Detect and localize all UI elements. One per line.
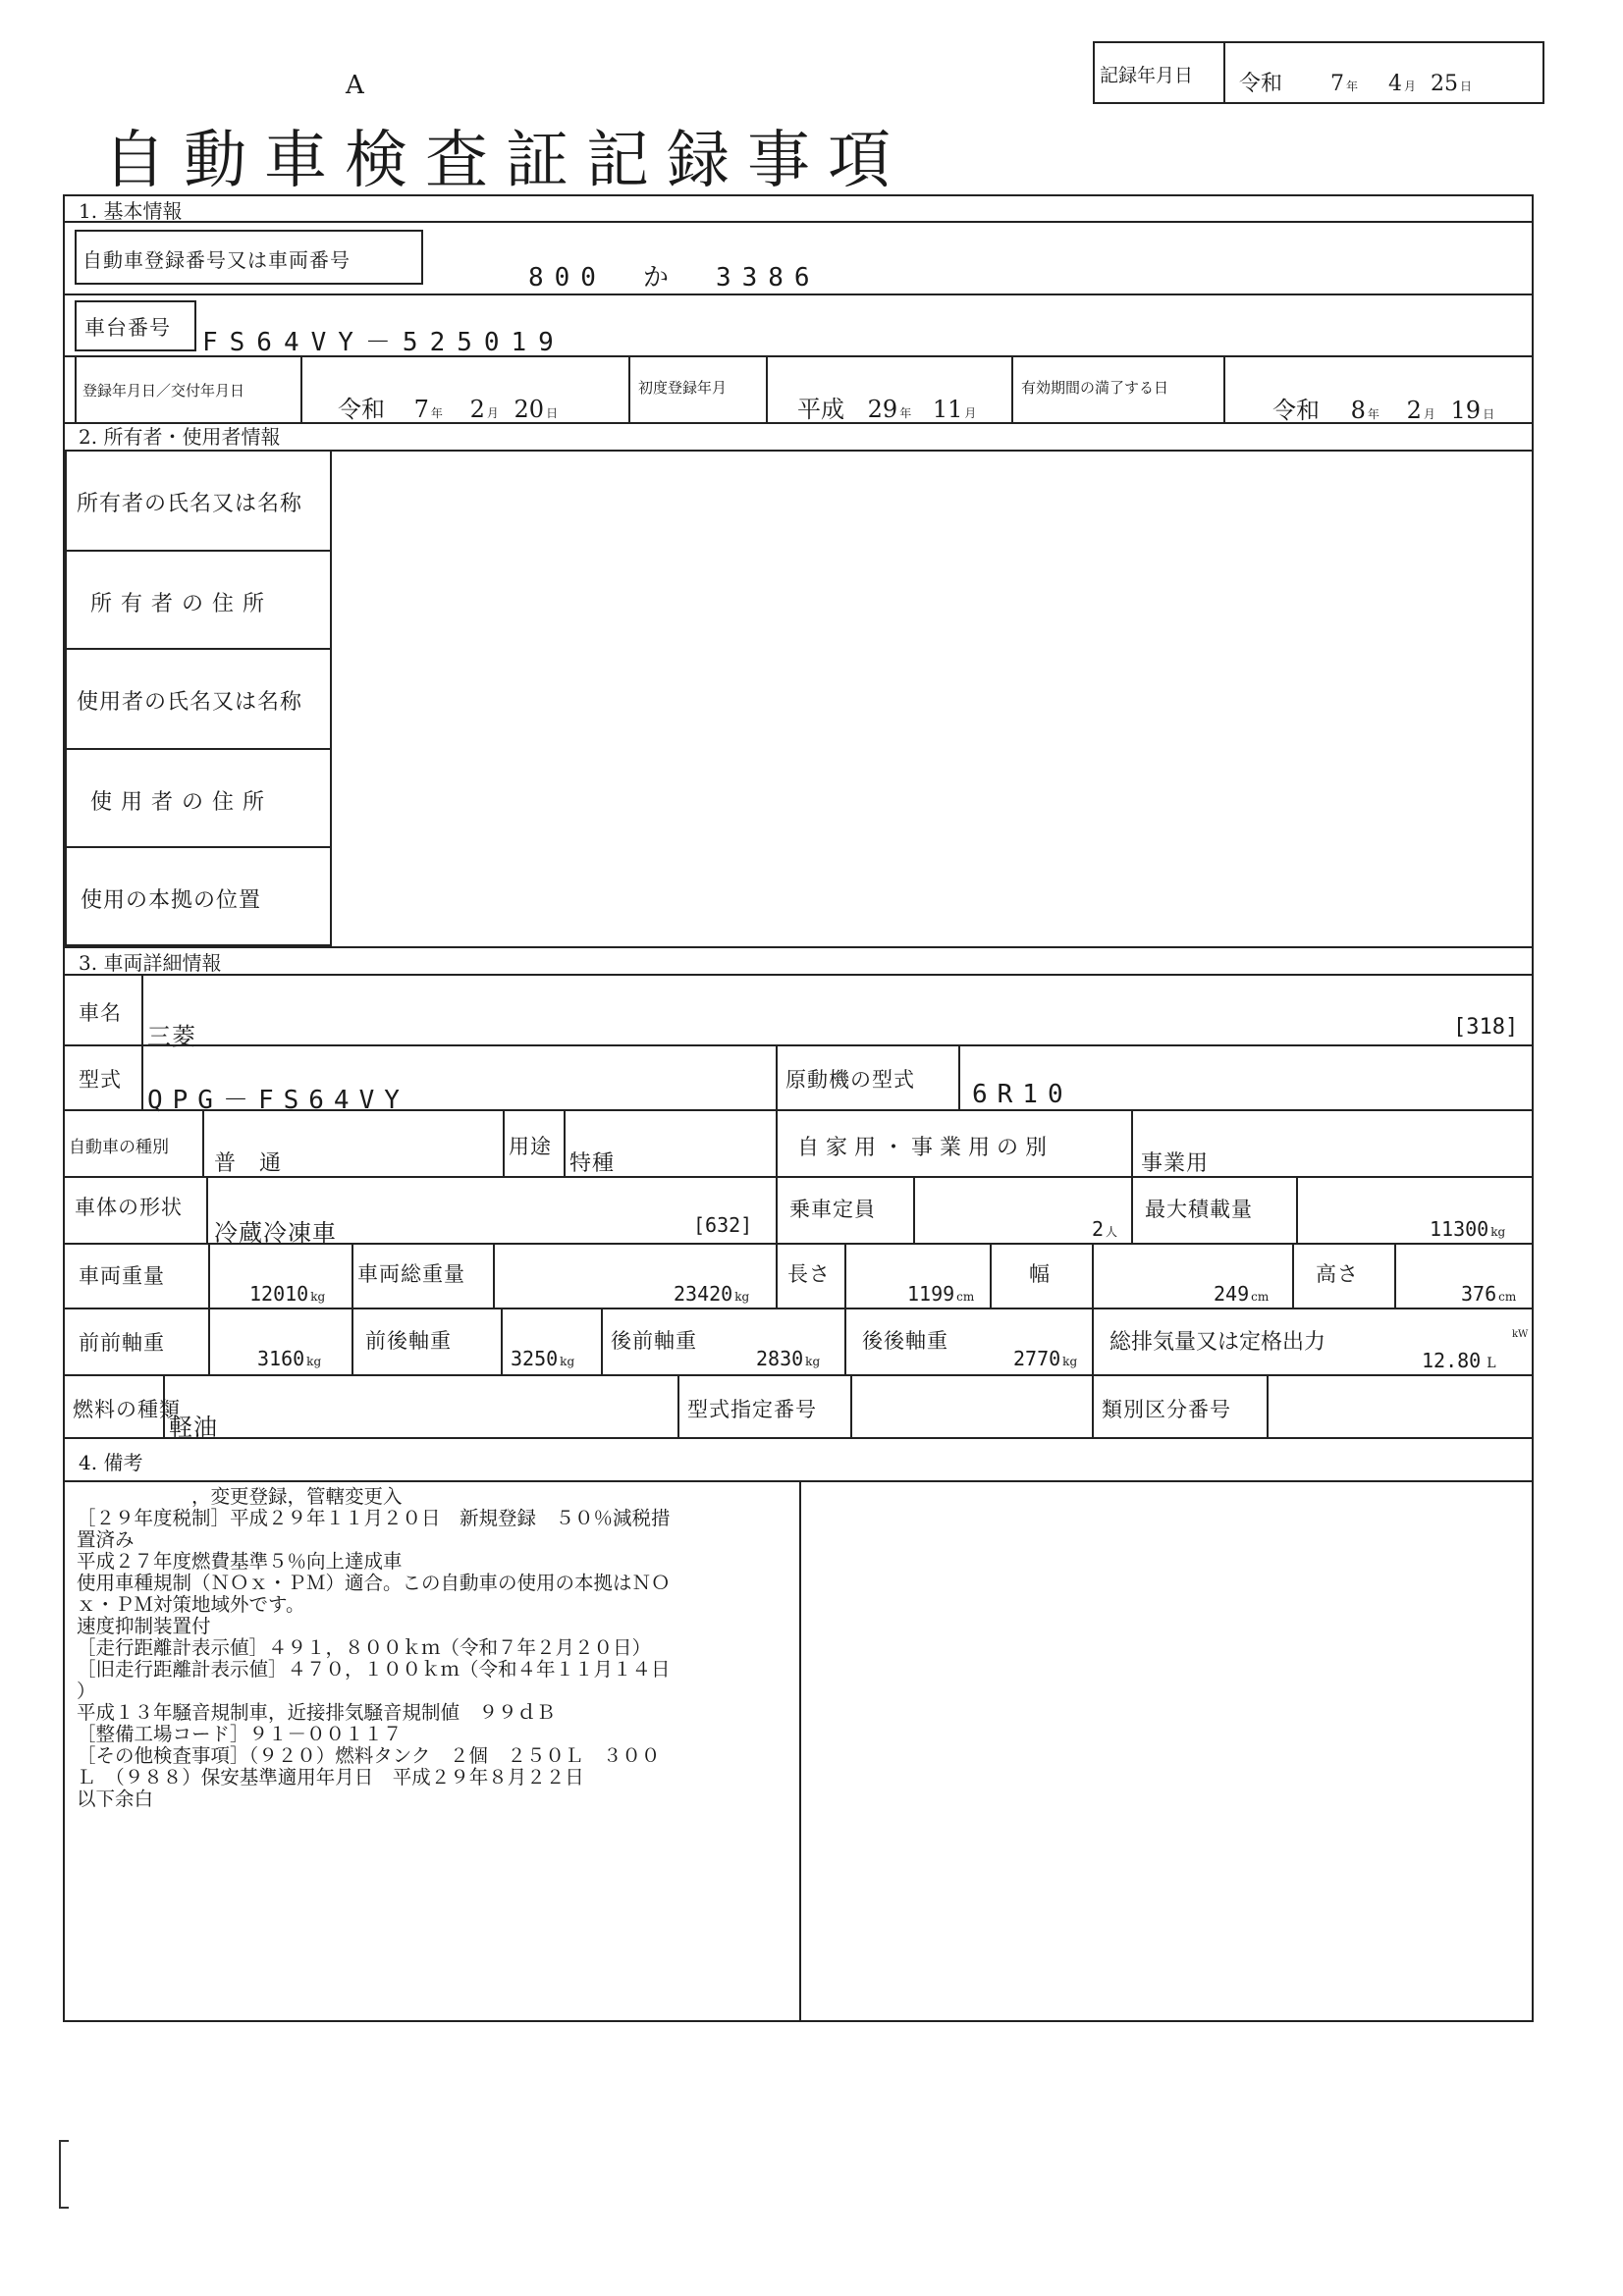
capacity-value: 2 人	[1092, 1217, 1118, 1241]
base-location-label: 使用の本拠の位置	[81, 888, 262, 913]
first-reg-label: 初度登録年月	[638, 379, 728, 397]
remarks-line: ［走行距離計表示値］４９１，８００ｋｍ（令和７年２月２０日）	[77, 1636, 652, 1659]
reg-number-label: 自動車登録番号又は車両番号	[82, 248, 351, 272]
remarks-line: ）	[77, 1680, 96, 1702]
purpose-label: 用途	[509, 1135, 552, 1158]
body-value: 冷蔵冷凍車	[214, 1219, 337, 1247]
model-value: QPG－FS64VY	[147, 1086, 409, 1115]
remarks-line: ［旧走行距離計表示値］４７０，１００ｋｍ（令和４年１１月１４日	[77, 1658, 671, 1681]
remarks-line: ［その他検査事項］（９２０）燃料タンク ２個 ２５０Ｌ ３００	[77, 1744, 661, 1767]
model-label: 型式	[79, 1068, 122, 1092]
height-value: 376 cm	[1461, 1282, 1517, 1306]
maker-label: 車名	[79, 1001, 122, 1025]
rf-axle-label: 後前軸重	[611, 1329, 697, 1353]
type-designation-label: 型式指定番号	[687, 1398, 817, 1421]
remarks-line: 平成１３年騒音規制車，近接排気騒音規制値 ９９ｄＢ	[77, 1701, 556, 1724]
width-value: 249 cm	[1214, 1282, 1270, 1306]
fr-axle-value: 3250 kg	[511, 1347, 575, 1370]
class-number-label: 類別区分番号	[1102, 1398, 1231, 1421]
gross-weight-value: 23420 kg	[674, 1282, 750, 1306]
fuel-value: 軽油	[169, 1414, 218, 1441]
reg-number-value: 800 か 3386	[528, 263, 821, 293]
expiry-label: 有効期間の満了する日	[1021, 379, 1169, 397]
length-label: 長さ	[787, 1262, 831, 1286]
remarks-text-block	[77, 1486, 671, 1810]
length-value: 1199 cm	[907, 1282, 975, 1306]
reg-date-value: 令和 7 年 2 月 20 日	[338, 396, 559, 423]
bracket-mark	[59, 2140, 69, 2209]
height-label: 高さ	[1316, 1262, 1359, 1286]
capacity-label: 乗車定員	[789, 1198, 876, 1221]
engine-value: 6R10	[972, 1080, 1073, 1109]
record-date-value: 令和 7 年 4 月 25 日	[1239, 72, 1473, 96]
section-remarks-label: 4. 備考	[79, 1451, 143, 1474]
document-title: 自動車検査証記録事項	[103, 125, 908, 197]
use-type-value: 事業用	[1141, 1151, 1210, 1176]
ff-axle-label: 前前軸重	[79, 1331, 165, 1355]
fr-axle-label: 前後軸重	[365, 1329, 452, 1353]
ff-axle-value: 3160 kg	[257, 1347, 322, 1370]
remarks-line: ［整備工場コード］９１－００１１７	[77, 1723, 403, 1745]
chassis-value: FS64VY－525019	[202, 328, 566, 357]
first-reg-value: 平成 29 年 11 月	[797, 396, 977, 423]
gross-weight-label: 車両総重量	[357, 1262, 465, 1286]
section-vehicle-details-label: 3. 車両詳細情報	[79, 951, 222, 975]
section-basic-info-label: 1. 基本情報	[79, 199, 183, 223]
category-label: 自動車の種別	[69, 1138, 169, 1157]
user-name-label: 使用者の氏名又は名称	[77, 690, 303, 715]
displacement-value: 12.80 L	[1422, 1349, 1496, 1372]
category-value: 普 通	[214, 1151, 283, 1176]
rr-axle-value: 2770 kg	[1013, 1347, 1078, 1370]
reg-date-label: 登録年月日／交付年月日	[82, 382, 245, 400]
purpose-value: 特種	[569, 1151, 616, 1176]
weight-value: 12010 kg	[249, 1282, 326, 1306]
max-load-label: 最大積載量	[1145, 1198, 1253, 1221]
remarks-line: 速度抑制装置付	[77, 1615, 211, 1637]
expiry-value: 令和 8 年 2 月 19 日	[1272, 397, 1495, 424]
rf-axle-value: 2830 kg	[756, 1347, 821, 1370]
document-letter: A	[346, 71, 364, 100]
remarks-line: Ｌ （９８８）保安基準適用年月日 平成２９年８月２２日	[77, 1766, 584, 1789]
fuel-label: 燃料の種類	[73, 1398, 181, 1421]
rr-axle-label: 後後軸重	[862, 1329, 948, 1353]
remarks-line: 平成２７年度燃費基準５％向上達成車	[77, 1550, 403, 1573]
body-code: [632]	[693, 1213, 753, 1237]
remarks-line: 以下余白	[77, 1788, 154, 1810]
body-label: 車体の形状	[75, 1196, 183, 1219]
chassis-label: 車台番号	[84, 316, 171, 340]
maker-code: [318]	[1453, 1015, 1519, 1040]
remarks-line: ［２９年度税制］平成２９年１１月２０日 新規登録 ５０％減税措	[77, 1507, 671, 1529]
owner-address-label: 所 有 者 の 住 所	[90, 592, 265, 616]
remarks-line: 置済み	[77, 1528, 135, 1551]
owner-name-label: 所有者の氏名又は名称	[77, 492, 303, 516]
user-address-label: 使 用 者 の 住 所	[90, 790, 265, 815]
displacement-label: 総排気量又は定格出力	[1109, 1330, 1326, 1355]
record-date-label: 記録年月日	[1100, 65, 1194, 86]
width-label: 幅	[1029, 1262, 1051, 1286]
remarks-line: 使用車種規制（ＮＯｘ・ＰＭ）適合。この自動車の使用の本拠はＮＯ	[77, 1572, 671, 1594]
max-load-value: 11300 kg	[1430, 1217, 1506, 1241]
use-type-label: 自 家 用 ・ 事 業 用 の 別	[797, 1136, 1047, 1160]
section-owner-info-label: 2. 所有者・使用者情報	[79, 425, 281, 449]
weight-label: 車両重量	[79, 1264, 165, 1288]
engine-label: 原動機の型式	[785, 1068, 915, 1092]
remarks-line: ，変更登録，管轄変更入	[77, 1485, 403, 1508]
remarks-line: ｘ・ＰＭ対策地域外です。	[77, 1593, 305, 1616]
maker-value: 三菱	[147, 1023, 196, 1050]
displacement-unit-kw: kW	[1512, 1329, 1529, 1340]
